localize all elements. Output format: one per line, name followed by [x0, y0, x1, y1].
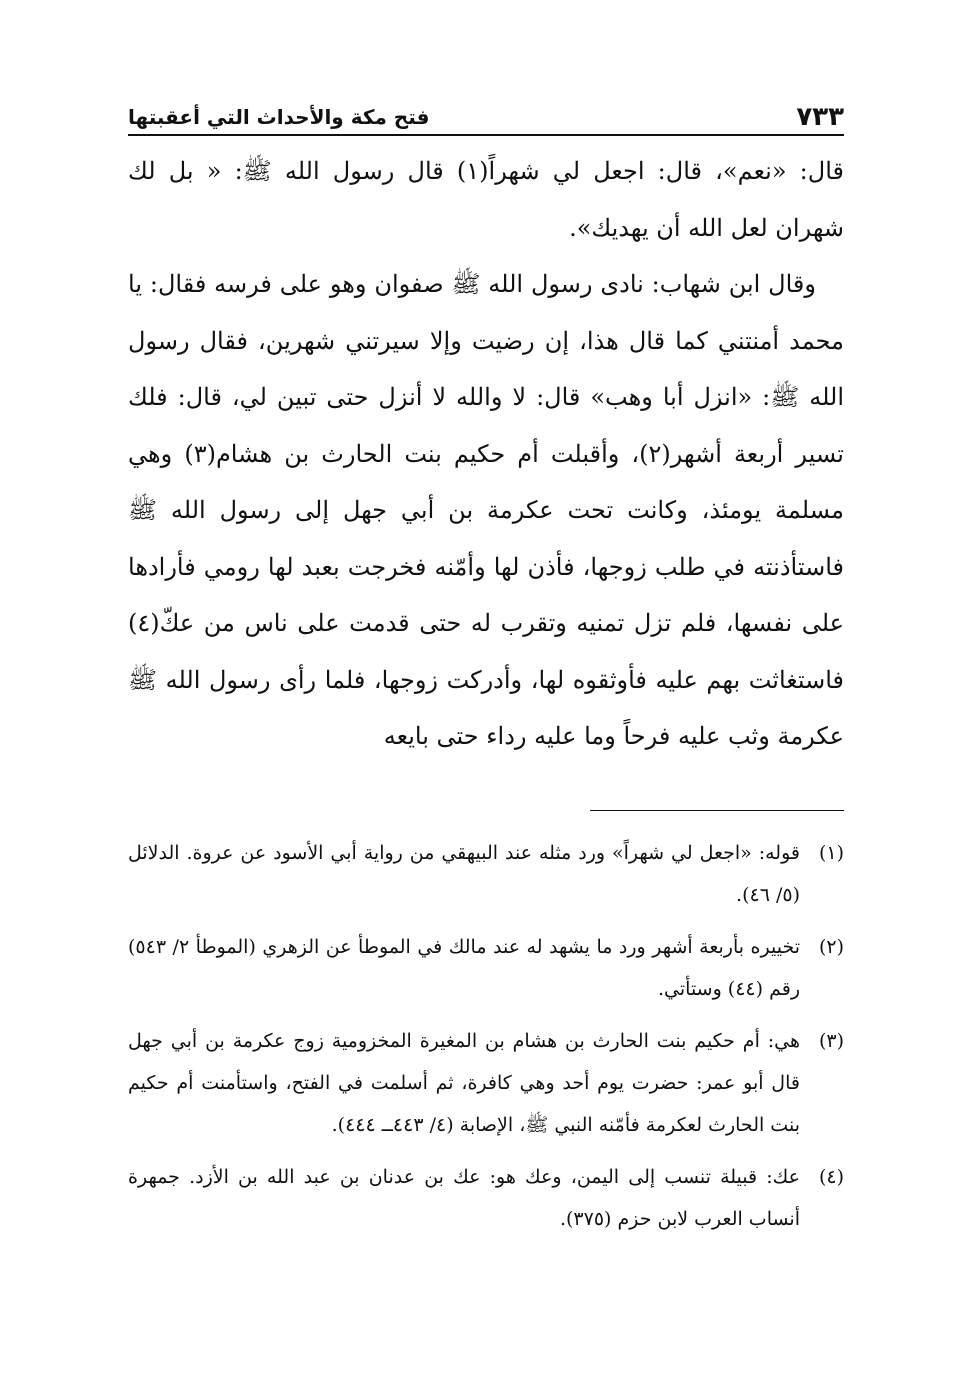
footnote-number: (١) [818, 842, 844, 864]
footnote-text: قوله: «اجعل لي شهراً» ورد مثله عند البيهقي من رواية أبي الأسود عن عروة. الدلائل (٥/ ٤٦). [128, 842, 800, 906]
footnote [128, 1020, 844, 1146]
page-header [128, 92, 844, 132]
main-text [128, 143, 844, 765]
running-title: فتح مكة والأحداث التي أعقبتها [128, 105, 430, 129]
footnote-number: (٤) [818, 1166, 844, 1188]
page-number: ٧٣٣ [796, 102, 844, 132]
footnotes [128, 832, 844, 1250]
footnote-text: هي: أم حكيم بنت الحارث بن هشام بن المغيرة المخزومية زوج عكرمة بن أبي جهل قال أبو عمر: حضرت يوم أحد وهي كافرة، ثم أسلمت في الفتح، واستأمنت أم حكيم بنت الحارث لعكرمة فأمّنه النبي ﷺ، الإصابة (٤/ ٤٤٣ــ ٤٤٤). [128, 1030, 800, 1136]
body-paragraph: وقال ابن شهاب: نادى رسول الله ﷺ صفوان وهو على فرسه فقال: يا محمد أمنتني كما قال هذا، إن رضيت وإلا سيرتني شهرين، فقال رسول الله ﷺ: «انزل أبا وهب» قال: لا والله لا أنزل حتى تبين لي، قال: فلك تسير أربعة أشهر(٢)، وأقبلت أم حكيم بنت الحارث بن هشام(٣) وهي مسلمة يومئذ، وكانت تحت عكرمة بن أبي جهل إلى رسول الله ﷺ فاستأذنته في طلب زوجها، فأذن لها وأمّنه فخرجت بعبد لها رومي فأرادها على نفسها، فلم تزل تمنيه وتقرب له حتى قدمت على ناس من عكّ(٤) فاستغاثت بهم عليه فأوثقوه لها، وأدركت زوجها، فلما رأى رسول الله ﷺ عكرمة وثب عليه فرحاً وما عليه رداء حتى بايعه [128, 270, 844, 750]
footnote [128, 926, 844, 1010]
footnote-text: عك: قبيلة تنسب إلى اليمن، وعك هو: عك بن عدنان بن عبد الله بن الأزد. جمهرة أنساب العرب لابن حزم (٣٧٥). [128, 1166, 800, 1230]
footnote [128, 1156, 844, 1240]
header-rule [128, 134, 844, 136]
footnote [128, 832, 844, 916]
footnote-separator [590, 810, 844, 811]
body-paragraph: قال: «نعم»، قال: اجعل لي شهراً(١) قال رسول الله ﷺ: « بل لك شهران لعل الله أن يهديك». [128, 157, 844, 242]
footnote-text: تخييره بأربعة أشهر ورد ما يشهد له عند مالك في الموطأ عن الزهري (الموطأ ٢/ ٥٤٣) رقم (٤٤) وستأتي. [128, 936, 800, 1000]
footnote-number: (٢) [818, 936, 844, 958]
footnote-number: (٣) [818, 1030, 844, 1052]
